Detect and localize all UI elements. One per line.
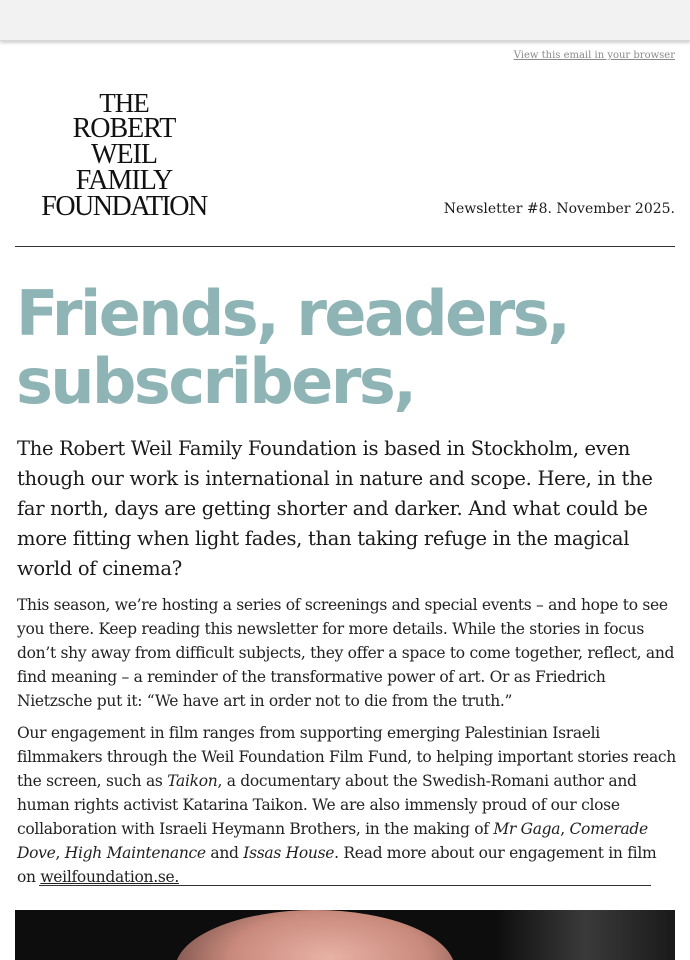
film-title: Taikon — [167, 772, 218, 790]
text-span: , — [560, 820, 570, 838]
portrait-image — [15, 910, 675, 960]
portrait-head — [175, 910, 455, 960]
text-span: , — [55, 844, 65, 862]
lead-paragraph: The Robert Weil Family Foundation is based in Stockholm, even though our work is international in nature and scope. Here, in the far north, days are getting shorter and darker. And what could be more fitting when light fades, than taking refuge in the magical world of cinema? — [17, 437, 653, 580]
film-title: Issas House — [243, 844, 335, 862]
text-span: Our engagement in film ranges from supporting emerging Palestinian Israeli filmmakers through the Weil Foundation Film Fund, to helping important stories reach the screen, such as — [17, 724, 676, 790]
issue-label: Newsletter #8. November 2025. — [443, 201, 675, 217]
foundation-logo[interactable] — [26, 90, 222, 220]
divider — [15, 246, 675, 247]
text-span: . Read more about our engagement in film on — [17, 844, 657, 886]
body-paragraph: This season, we’re hosting a series of screenings and special events – and hope to see you there. Keep reading this newsletter for more details. While the stories in focus don’t shy away from difficult subjects, they offer a space to come together, reflect, and find meaning – a reminder of the transformative power of art. Or as Friedrich Nietzsche put it: “We have art in order not to die from the truth.” — [17, 596, 675, 710]
film-title: Comerade Dove — [17, 820, 648, 862]
logo-line: THE — [99, 88, 149, 118]
website-link[interactable]: weilfoundation.se. — [40, 868, 179, 886]
logo-line: ROBERT — [72, 113, 176, 144]
divider — [39, 885, 651, 886]
logo-line: WEIL — [91, 139, 157, 170]
logo-line: FOUNDATION — [41, 191, 207, 222]
page-title: Friends, readers, subscribers, — [16, 277, 569, 418]
logo-line: FAMILY — [75, 165, 173, 196]
text-span: and — [205, 844, 244, 862]
film-title: High Maintenance — [64, 844, 206, 862]
view-in-browser-link[interactable]: View this email in your browser — [513, 50, 675, 61]
text-span: , a documentary about the Swedish-Romani author and human rights activist Katarina Taikon. We are also immensly proud of our close collaboration with Israeli Heymann Brothers, in the making of — [17, 772, 637, 838]
body-paragraph-film — [17, 721, 679, 889]
top-bar — [0, 0, 690, 41]
film-title: Mr Gaga — [493, 820, 561, 838]
portrait-background — [495, 910, 675, 960]
